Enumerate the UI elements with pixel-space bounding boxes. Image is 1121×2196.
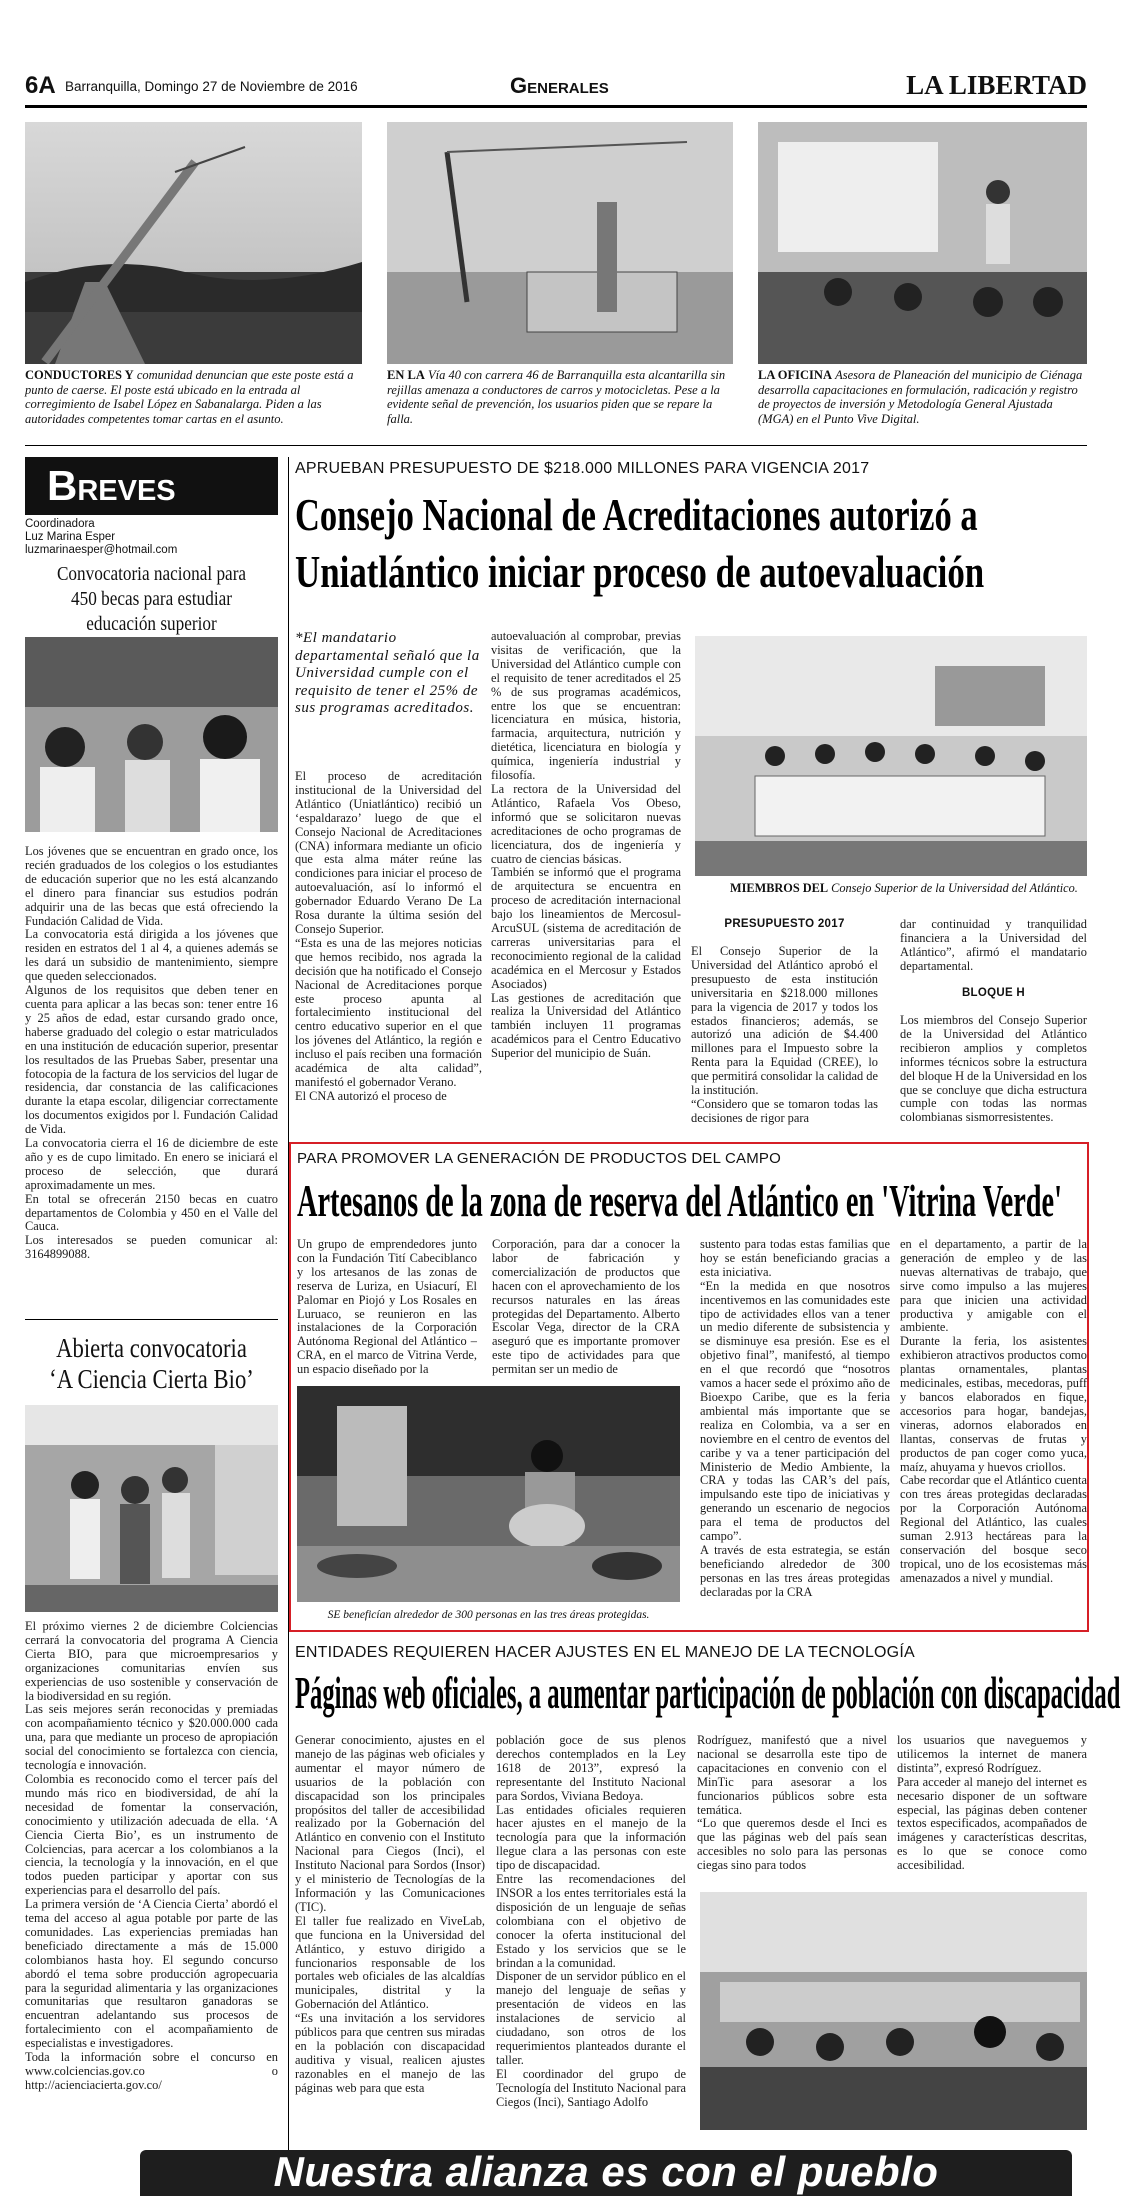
- page-header: [25, 70, 1087, 108]
- story3-kicker: ENTIDADES REQUIEREN HACER AJUSTES EN EL MANEJO DE LA TECNOLOGÍA: [295, 1644, 915, 1661]
- story2-col2: Corporación, para dar a conocer la labor de fabricación y comercialización de productos que hacen con el aprovechamiento de los recursos naturales en las áreas protegidas del Departamento. Alberto Escolar Vega, director de la CRA aseguró que es importante promover este tipo de actividades para que permitan ser un medio de: [492, 1237, 680, 1377]
- story2-col4: en el departamento, a partir de la generación de empleo y de las nuevas alternativas de trabajo, que sirve como impulso a las mujeres para que inicien una actividad productiva y amigable con el ambiente. Durante la feria, los asistentes exhibieron atractivos productos como plantas ornamentales, plantas medicinales, estibas, mecedoras, puff y bancos elaborados en fique, accesorios para hogar, bandejas, vineras, adornos elaborados en llantas, conservas de frutas y productos de pan coger como yuca, maíz, ahuyama y huevos criollos. Cabe recordar que el Atlántico cuenta con tres áreas protegidas declaradas por la Corporación Autónoma Regional del Atlántico, las cuales suman 2.913 hectáreas para la conservación del bosque seco tropical, uno de los ecosistemas más amenazados a nivel y mundial.: [900, 1237, 1087, 1585]
- story1-kicker: APRUEBAN PRESUPUESTO DE $218.000 MILLONES PARA VIGENCIA 2017: [295, 460, 870, 477]
- breves-column: [25, 457, 278, 2172]
- story2-col3: sustento para todas estas familias que hoy se están beneficiando gracias a esta iniciativa. “En la medida en que nosotros incentivemos en las comunidades este tipo de actividades ellos van a tener un medio diferente de subsistencia y se disminuye esa presión. Ese es el objetivo final”, manifestó, al tiempo en el que recordó que “nosotros vamos a hacer sede el próximo año de Bioexpo Caribe, que es la feria ambiental más importante que se realiza en Colombia, va a ser en noviembre en el centro de eventos del caribe y va a tener participación del Ministerio de Medio Ambiente, la CRA y todas las CAR’s del país, impulsando este tipo de iniciativas y generando un escenario de negocios para el tema de productos del campo”. A través de esta estrategia, se están beneficiando alrededor de 300 personas en las tres áreas protegidas declaradas por la CRA: [700, 1237, 890, 1599]
- science-photo: [25, 1405, 278, 1612]
- coord-label: Coordinadora: [25, 518, 95, 530]
- story3-col2: población goce de sus plenos derechos contemplados en la Ley 1618 de 2013”, expresó la representante del Instituto Nacional para Sordos, Viviana Bedoya. Las entidades oficiales requieren hacer ajustes en el manejo de la tecnología para que la información llegue clara a las personas con este tipo de discapacidad. Entre las recomendaciones del INSOR a los entes territoriales está la disposición de un lenguaje de señas colombiana con el objetivo de conocer la oferta institucional del Estado y los servicios que se le brindan a la comunidad. Disponer de un servidor público en el manejo del lenguaje de señas y presentación de videos en las instalaciones de servicio al ciudadano, son otros de los requerimientos planteados durante el taller. El coordinador del grupo de Tecnología del Instituto Nacional para Ciegos (Inci), Santiago Adolfo: [496, 1733, 686, 2109]
- top-caption-3: LA OFICINA Asesora de Planeación del municipio de Ciénaga desarrolla capacitaciones en formulación, radicación y registro de proyectos de inversión y Metodología General Ajustada (MGA) en el Punto Vive Digital.: [758, 368, 1083, 426]
- story1-headline-2: Uniatlántico iniciar proceso de autoevaluación: [295, 546, 985, 597]
- story3-col3: Rodríguez, manifestó que a nivel nacional se desarrolla este tipo de capacitaciones en convenio con el MinTic para asesorar a los funcionarios públicos sobre esta temática. “Lo que queremos desde el Inci es que las páginas web del país sean accesibles no solo para las personas ciegas sino para todos: [697, 1733, 887, 1873]
- story2-headline: Artesanos de la zona de reserva del Atlántico en 'Vitrina Verde': [297, 1175, 1063, 1226]
- council-photo: [695, 636, 1087, 876]
- story1-col4a: dar continuidad y tranquilidad financiera a la Universidad del Atlántico”, afirmó el mandatario departamental.: [900, 917, 1087, 973]
- breves-divider: [25, 1319, 278, 1320]
- top-photo-strip: [25, 122, 1087, 442]
- coord-name: Luz Marina Esper: [25, 531, 116, 543]
- item2-title: Abierta convocatoria ‘A Ciencia Cierta Bio’: [49, 1333, 254, 1394]
- footer-banner: [140, 2150, 1072, 2196]
- top-caption-2: EN LA Vía 40 con carrera 46 de Barranquilla esta alcantarilla sin rejillas amenaza a conductores de carros y motocicletas. Pese a la evidente señal de prevención, los usuarios piden que se repare la falla.: [387, 368, 726, 426]
- item1-title: Convocatoria nacional para 450 becas para estudiar educación superior: [56, 563, 247, 635]
- top-rule: [25, 445, 1087, 446]
- story3-col4: los usuarios que naveguemos y utilicemos la internet de manera distinta”, expresó Rodríguez. Para acceder al manejo del internet es necesario disponer de un software especial, las páginas deben contener textos especificados, acompañados de imágenes y características descritas, es lo que se conoce como accesibilidad.: [897, 1733, 1087, 1873]
- subhead-presupuesto: PRESUPUESTO 2017: [724, 918, 845, 930]
- breves-title: Breves: [25, 457, 278, 515]
- artisans-caption: SE beneficían alrededor de 300 personas en las tres áreas protegidas.: [327, 1609, 650, 1621]
- story3-headline: Páginas web oficiales, a aumentar participación de población con discapacidad: [295, 1667, 1121, 1718]
- story1-col3: El Consejo Superior de la Universidad del Atlántico aprobó el presupuesto de esta institución universitaria en $218.000 millones para la vigencia de 2017 y todos los estados financieros; además, se autorizó una adición de $4.400 millones para el Impuesto sobre la Renta para la Equidad (CREE), lo que permitirá consolidar la calidad de la institución. “Considero que se tomaron todas las decisiones de rigor para: [691, 944, 878, 1125]
- story1-headline-1: Consejo Nacional de Acreditaciones autorizó a: [295, 489, 978, 540]
- office-photo: [758, 122, 1087, 364]
- artisans-photo: [297, 1386, 680, 1602]
- slogan: Nuestra alianza es con el pueblo: [273, 2150, 939, 2195]
- students-photo: [25, 637, 278, 832]
- story2-col1: Un grupo de emprendedores junto con la Fundación Tití Cabeciblanco y los artesanos de las zonas de reserva de Luriza, en Usiacurí, El Palomar en Piojó y Los Rosales en Luruaco, se reunieron en las instalaciones de la Corporación Autónoma Regional del Atlántico –CRA, en el marco de Vitrina Verde, un espacio diseñado por la: [297, 1237, 477, 1377]
- story2-kicker: PARA PROMOVER LA GENERACIÓN DE PRODUCTOS DEL CAMPO: [297, 1150, 781, 1167]
- story1-col2: autoevaluación al comprobar, previas visitas de verificación, que la Universidad del Atlántico cumple con el requisito de tener acreditados el 25 % de sus programas académicos, entre los que se encuentran: licenciatura en música, historia, farmacia, arquitectura, nutrición y dietética, licenciatura en biología y química, ingeniería industrial y filosofía. La rectora de la Universidad del Atlántico, Rafaela Vos Obeso, informó que se solicitaron nuevas acreditaciones de ocho programas de licenciatura, dos de ingeniería y cuatro de ciencias básicas. También se informó que el programa de arquitectura se encuentra en proceso de acreditación internacional bajo los lineamientos de Mercosul-ArcuSUL (sistema de acreditación de carreras universitarias para el reconocimiento regional de la calidad académica en el Mercosur y Estados Asociados) Las gestiones de acreditación que realiza la Universidad del Atlántico también incluyen 11 programas académicos para el Centro Educativo Superior del municipio de Suán.: [491, 629, 681, 1061]
- masthead: LA LIBERTAD: [906, 70, 1087, 100]
- subhead-bloque: BLOQUE H: [961, 987, 1026, 999]
- story1-col1: El proceso de acreditación institucional de la Universidad del Atlántico (Uniatlántico) recibió un ‘espaldarazo’ luego de que el Consejo Nacional de Acreditaciones (CNA) informara mediante un oficio que esta alma máter reúne las condiciones para iniciar el proceso de autoevaluación, así lo informó el gobernador Eduardo Verano De La Rosa durante la última sesión del Consejo Superior. “Esta es una de las mejores noticias que hemos recibido, nos agrada la decisión que ha notificado el Consejo Nacional de Acreditaciones porque este proceso apunta al fortalecimiento institucional del centro educativo superior en el que los jóvenes del Atlántico, la región e incluso el país reciben una formación académica de alta calidad”, manifestó el gobernador Verano. El CNA autorizó el proceso de: [295, 769, 482, 1103]
- item2-body: El próximo viernes 2 de diciembre Colciencias cerrará la convocatoria del programa A Ciencia Cierta BIO, para que microempresarios y organizaciones comunitarias envíen sus experiencias de uso sostenible y conservación de la biodiversidad en su región. Las seis mejores serán reconocidas y premiadas con acompañamiento técnico y $20.000.000 cada una, para que mediante un proceso de apropiación social del conocimiento se fortalezca con ciencia, tecnología e innovación. Colombia es reconocido como el tercer país del mundo más rico en biodiversidad, de ahí la necesidad de fomentar la conservación, conocimiento y utilización adecuada de ella. ‘A Ciencia Cierta Bio’, es un instrumento de Colciencias, para acercar a los colombianos a la ciencia, la tecnología y la innovación, en el que todos pueden participar y aportar con sus experiencias para el desarrollo del país. La primera versión de ‘A Ciencia Cierta’ abordó el tema del acceso al agua potable por parte de las comunidades. Las experiencias premiadas han beneficiado directamente a más de 15.000 colombianos hasta hoy. El segundo concurso abordó el tema sobre producción agropecuaria para la seguridad alimentaria y las organizaciones comunitarias que resultaron ganadoras se encuentran adelantando sus procesos de fortalecimiento con el acompañamiento de especialistas e investigadores. Toda la información sobre el concurso en www.colciencias.gov.co o http://acienciacierta.gov.co/: [25, 1619, 278, 2092]
- story3-col1: Generar conocimiento, ajustes en el manejo de las páginas web oficiales y aumentar el mayor número de usuarios de la población con discapacidad son los principales propósitos del taller de accesibilidad realizado por la Gobernación del Atlántico en convenio con el Instituto Nacional para Ciegos (Inci), el Instituto Nacional para Sordos (Insor) y el ministerio de Tecnologías de la Información y las Comunicaciones (TIC). El taller fue realizado en ViveLab, que funciona en la Universidad del Atlántico, y estuvo dirigido a funcionarios responsable de los portales web oficiales de las alcaldías municipales, distrital y la Gobernación del Atlántico. “Es una invitación a los servidores públicos para que centren sus miradas en la población con discapacidad auditiva y visual, realicen ajustes razonables en el manejo de las páginas web para que esta: [295, 1733, 485, 2095]
- story1-pullquote: *El mandatario departamental señaló que la Universidad cumple con el requisito de tener el 25% de sus programas acreditados.: [295, 630, 480, 716]
- pole-photo: [25, 122, 362, 364]
- coord-email: luzmarinaesper@hotmail.com: [25, 544, 178, 556]
- section-name: Generales: [510, 73, 609, 98]
- top-caption-1: CONDUCTORES Y comunidad denuncian que este poste está a punto de caerse. El poste está ubicado en la entrada al corregimiento de Isabel López en Sabanalarga. Piden a las autoridades competentes tomar cartas en el asunto.: [25, 368, 354, 426]
- item1-body: Los jóvenes que se encuentran en grado once, los recién graduados de los colegios o los estudiantes de educación superior que no les está alcanzando el dinero para financiar sus estudios podrán adquirir una de las becas que está ofreciendo la Fundación Calidad de Vida. La convocatoria está dirigida a los jóvenes que residen en estratos del 1 al 4, a quienes además se les dará un subsidio de mantenimiento, siempre que queden seleccionados. Algunos de los requisitos que deben tener en cuenta para aplicar a las becas son: tener entre 16 y 25 años de edad, estar cursando grado once, haberse graduado del colegio o estar matriculados en una institución de educación superior, presentar los resultados de las Pruebas Saber, presentar una fotocopia de la factura de los servicios del lugar de residencia, dar constancia de las calificaciones durante la etapa escolar, diligenciar correctamente los documentos exigidos por l. Fundación Calidad de Vida. La convocatoria cierra el 16 de diciembre de este año y es de cupo limitado. En enero se iniciará el proceso de selección, que durará aproximadamente un mes. En total se ofrecerán 2150 becas en cuatro departamentos de Colombia y 450 en el Valle del Cauca. Los interesados se pueden comunicar al: 3164899088.: [25, 844, 278, 1262]
- council-caption: MIEMBROS DEL Consejo Superior de la Universidad del Atlántico.: [730, 881, 1078, 895]
- sewer-photo: [387, 122, 733, 364]
- dateline: Barranquilla, Domingo 27 de Noviembre de 2016: [65, 79, 358, 94]
- story1-col4b: Los miembros del Consejo Superior de la Universidad del Atlántico recibieron amplios y completos informes técnicos sobre la estructura del bloque H de la Universidad en los que se concluye que dicha estructura cumple con todas las normas colombianas sismorresistentes.: [900, 1013, 1087, 1125]
- page-number: 6A: [25, 72, 56, 99]
- workshop-photo: [700, 1892, 1087, 2130]
